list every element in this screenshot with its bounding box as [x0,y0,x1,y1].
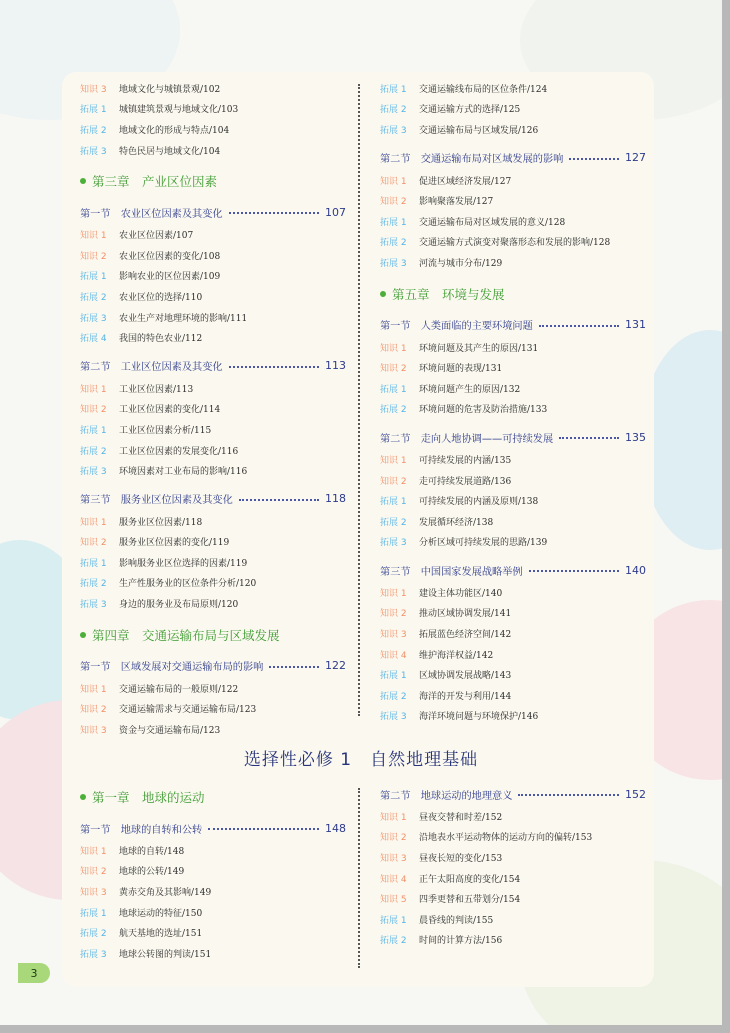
knowledge-tag: 知识 3 [380,630,407,641]
entry-title: 地球的公转/149 [119,867,185,878]
dot-leader [229,212,319,214]
extension-tag: 拓展 3 [380,258,407,269]
knowledge-tag: 知识 1 [380,176,407,187]
toc-entry[interactable] [80,245,346,266]
extension-tag: 拓展 1 [380,915,407,926]
extension-tag: 拓展 1 [380,384,407,395]
knowledge-tag: 知识 2 [380,364,407,375]
knowledge-tag: 知识 2 [380,476,407,487]
dot-leader [208,828,319,830]
section-title: 第二节 工业区位因素及其变化 [80,362,223,374]
entry-title: 交通运输布局的一般原则/122 [119,684,239,695]
entry-title: 环境问题产生的原因/132 [419,384,521,395]
entry-title: 工业区位因素分析/115 [119,425,212,436]
knowledge-tag: 知识 3 [380,853,407,864]
extension-tag: 拓展 4 [80,334,107,345]
toc-entry[interactable] [380,847,646,868]
toc-entry[interactable] [80,840,346,861]
extension-tag: 拓展 3 [380,125,407,136]
toc-entry[interactable] [80,943,346,964]
section-page: 148 [325,821,346,835]
knowledge-tag: 知识 2 [380,833,407,844]
knowledge-tag: 知识 2 [80,538,107,549]
toc-entry[interactable] [380,909,646,930]
entry-title: 地球的自转/148 [119,846,185,857]
chapter-heading[interactable] [80,168,346,194]
section-heading[interactable] [380,425,646,449]
knowledge-tag: 知识 1 [80,684,107,695]
toc-entry[interactable] [80,119,346,140]
chapter-title: 第五章 环境与发展 [392,286,505,302]
entry-title: 地球公转图的判读/151 [119,949,212,960]
knowledge-tag: 知识 2 [80,251,107,262]
entry-title: 交通运输方式的选择/125 [419,105,521,116]
entry-title: 拓展蓝色经济空间/142 [419,630,512,641]
section-title: 第二节 地球运动的地理意义 [380,790,513,802]
extension-tag: 拓展 2 [380,936,407,947]
toc-entry[interactable] [80,78,346,99]
knowledge-tag: 知识 2 [380,197,407,208]
toc-entry[interactable] [80,266,346,287]
entry-title: 影响农业的区位因素/109 [119,272,221,283]
entry-title: 农业区位因素的变化/108 [119,251,221,262]
entry-title: 可持续发展的内涵/135 [419,455,512,466]
entry-title: 交通运输方式演变对聚落形态和发展的影响/128 [419,238,611,249]
toc-entry[interactable] [80,552,346,573]
section-title: 第二节 走向人地协调——可持续发展 [380,433,554,445]
toc-entry[interactable] [380,868,646,889]
knowledge-tag: 知识 1 [80,846,107,857]
entry-title: 沿地表水平运动物体的运动方向的偏转/153 [419,833,593,844]
column-divider-lower [358,788,360,968]
dot-leader [559,437,619,439]
knowledge-tag: 知识 2 [80,405,107,416]
toc-column-lower-left [80,784,346,964]
knowledge-tag: 知识 1 [80,517,107,528]
dot-leader [569,158,619,160]
section-page: 127 [625,151,646,165]
toc-entry[interactable] [80,327,346,348]
section-title: 第三节 中国国家发展战略举例 [380,566,523,578]
toc-entry[interactable] [380,170,646,191]
entry-title: 河流与城市分布/129 [419,258,503,269]
extension-tag: 拓展 1 [80,272,107,283]
chapter-heading[interactable] [380,281,646,307]
toc-entry[interactable] [80,861,346,882]
toc-entry[interactable] [380,827,646,848]
toc-entry[interactable] [80,140,346,161]
entry-title: 昼夜长短的变化/153 [419,853,503,864]
extension-tag: 拓展 3 [80,467,107,478]
extension-tag: 拓展 3 [80,949,107,960]
entry-title: 海洋环境问题与环境保护/146 [419,712,539,723]
toc-column-lower-right [380,782,646,950]
toc-entry[interactable] [380,211,646,232]
dot-leader [239,499,319,501]
dot-leader [229,366,319,368]
extension-tag: 拓展 1 [380,217,407,228]
toc-entry[interactable] [380,685,646,706]
toc-entry[interactable] [380,232,646,253]
knowledge-tag: 知识 2 [80,867,107,878]
entry-title: 发展循环经济/138 [419,517,494,528]
knowledge-tag: 知识 3 [80,84,107,95]
toc-entry[interactable] [380,706,646,727]
knowledge-tag: 知识 4 [380,650,407,661]
extension-tag: 拓展 2 [380,105,407,116]
toc-entry[interactable] [80,286,346,307]
toc-entry[interactable] [380,78,646,99]
entry-title: 城镇建筑景观与地域文化/103 [119,105,239,116]
section-page: 122 [325,659,346,673]
entry-title: 服务业区位因素的变化/119 [119,538,230,549]
entry-title: 交通运输线布局的区位条件/124 [419,84,548,95]
toc-entry[interactable] [80,532,346,553]
dot-leader [518,794,619,796]
extension-tag: 拓展 1 [80,558,107,569]
toc-entry[interactable] [80,378,346,399]
entry-title: 身边的服务业及布局原则/120 [119,600,239,611]
book-title: 选择性必修 1 自然地理基础 [243,750,479,770]
section-title: 第一节 农业区位因素及其变化 [80,208,223,220]
toc-entry[interactable] [380,930,646,951]
knowledge-tag: 知识 1 [380,455,407,466]
toc-entry[interactable] [380,190,646,211]
toc-column-upper-right [380,78,646,726]
entry-title: 工业区位因素的变化/114 [119,405,221,416]
toc-entry[interactable] [80,698,346,719]
entry-title: 走可持续发展道路/136 [419,476,512,487]
entry-title: 农业生产对地理环境的影响/111 [119,313,248,324]
toc-entry[interactable] [380,337,646,358]
extension-tag: 拓展 2 [380,517,407,528]
dot-leader [269,666,319,668]
extension-tag: 拓展 1 [380,671,407,682]
toc-entry[interactable] [80,573,346,594]
entry-title: 时间的计算方法/156 [419,936,503,947]
toc-entry[interactable] [380,449,646,470]
section-page: 152 [625,787,646,801]
column-divider-upper [358,84,360,716]
toc-entry[interactable] [380,806,646,827]
entry-title: 地球运动的特征/150 [119,908,203,919]
extension-tag: 拓展 2 [80,929,107,940]
toc-entry[interactable] [380,888,646,909]
entry-title: 工业区位因素的发展变化/116 [119,446,239,457]
chapter-title: 第一章 地球的运动 [92,790,205,805]
knowledge-tag: 知识 1 [380,343,407,354]
bullet-dot-icon [380,291,386,297]
section-title: 第一节 人类面临的主要环境问题 [380,321,533,333]
extension-tag: 拓展 3 [80,600,107,611]
knowledge-tag: 知识 1 [80,384,107,395]
knowledge-tag: 知识 1 [380,588,407,599]
toc-entry[interactable] [380,470,646,491]
toc-entry[interactable] [380,357,646,378]
toc-entry[interactable] [80,902,346,923]
toc-entry[interactable] [380,119,646,140]
chapter-heading[interactable] [80,784,346,810]
toc-entry[interactable] [80,307,346,328]
toc-entry[interactable] [80,922,346,943]
entry-title: 昼夜交替和时差/152 [419,812,503,823]
toc-entry[interactable] [380,582,646,603]
section-heading[interactable] [80,487,346,511]
section-heading[interactable] [380,313,646,337]
toc-entry[interactable] [380,644,646,665]
knowledge-tag: 知识 5 [380,895,407,906]
entry-title: 海洋的开发与利用/144 [419,691,512,702]
section-heading[interactable] [380,558,646,582]
entry-title: 我国的特色农业/112 [119,334,203,345]
extension-tag: 拓展 1 [380,497,407,508]
toc-entry[interactable] [380,623,646,644]
entry-title: 可持续发展的内涵及原则/138 [419,497,539,508]
section-heading[interactable] [80,654,346,678]
extension-tag: 拓展 2 [380,691,407,702]
entry-title: 环境问题的危害及防治措施/133 [419,405,548,416]
extension-tag: 拓展 1 [380,84,407,95]
entry-title: 正午太阳高度的变化/154 [419,874,521,885]
entry-title: 四季更替和五带划分/154 [419,895,521,906]
toc-entry[interactable] [380,99,646,120]
toc-entry[interactable] [380,490,646,511]
toc-entry[interactable] [380,603,646,624]
entry-title: 资金与交通运输布局/123 [119,725,221,736]
extension-tag: 拓展 2 [80,292,107,303]
entry-title: 工业区位因素/113 [119,384,194,395]
entry-title: 交通运输布局与区域发展/126 [419,125,539,136]
knowledge-tag: 知识 1 [380,812,407,823]
toc-entry[interactable] [80,99,346,120]
section-page: 118 [325,492,346,506]
toc-entry[interactable] [380,252,646,273]
section-title: 第二节 交通运输布局对区域发展的影响 [380,154,564,166]
toc-entry[interactable] [80,460,346,481]
extension-tag: 拓展 3 [80,313,107,324]
toc-entry[interactable] [80,440,346,461]
section-heading[interactable] [380,146,646,170]
section-title: 第一节 地球的自转和公转 [80,824,203,836]
section-page: 131 [625,318,646,332]
section-page: 107 [325,205,346,219]
toc-entry[interactable] [380,664,646,685]
entry-title: 维护海洋权益/142 [419,650,494,661]
chapter-title: 第四章 交通运输布局与区域发展 [92,627,280,643]
section-heading[interactable] [80,354,346,378]
entry-title: 建设主体功能区/140 [419,588,503,599]
toc-column-upper-left [80,78,346,740]
extension-tag: 拓展 3 [380,712,407,723]
entry-title: 农业区位的选择/110 [119,292,203,303]
section-heading[interactable] [380,782,646,806]
toc-entry[interactable] [380,399,646,420]
bullet-dot-icon [80,178,86,184]
chapter-title: 第三章 产业区位因素 [92,174,218,190]
extension-tag: 拓展 1 [80,908,107,919]
bullet-dot-icon [80,632,86,638]
toc-entry[interactable] [80,224,346,245]
knowledge-tag: 知识 3 [80,725,107,736]
extension-tag: 拓展 1 [80,105,107,116]
entry-title: 推动区域协调发展/141 [419,609,512,620]
toc-entry[interactable] [380,511,646,532]
entry-title: 分析区域可持续发展的思路/139 [419,538,548,549]
section-heading[interactable] [80,200,346,224]
toc-entry[interactable] [80,678,346,699]
entry-title: 服务业区位因素/118 [119,517,203,528]
extension-tag: 拓展 2 [380,405,407,416]
section-page: 140 [625,563,646,577]
extension-tag: 拓展 3 [80,146,107,157]
entry-title: 地域文化的形成与特点/104 [119,125,230,136]
entry-title: 生产性服务业的区位条件分析/120 [119,579,257,590]
chapter-heading[interactable] [80,622,346,648]
toc-entry[interactable] [80,511,346,532]
dot-leader [539,325,619,327]
bullet-dot-icon [80,794,86,800]
knowledge-tag: 知识 4 [380,874,407,885]
section-page: 135 [625,430,646,444]
toc-entry[interactable] [80,719,346,740]
toc-entry[interactable] [380,532,646,553]
dot-leader [529,570,619,572]
knowledge-tag: 知识 3 [80,887,107,898]
entry-title: 特色民居与地域文化/104 [119,146,221,157]
section-title: 第一节 区域发展对交通运输布局的影响 [80,662,264,674]
entry-title: 区域协调发展战略/143 [419,671,512,682]
toc-entry[interactable] [80,593,346,614]
toc-entry[interactable] [80,881,346,902]
entry-title: 农业区位因素/107 [119,231,194,242]
knowledge-tag: 知识 1 [80,231,107,242]
knowledge-tag: 知识 2 [380,609,407,620]
entry-title: 促进区域经济发展/127 [419,176,512,187]
entry-title: 影响服务业区位选择的因素/119 [119,558,248,569]
extension-tag: 拓展 2 [80,579,107,590]
toc-entry[interactable] [80,399,346,420]
section-title: 第三节 服务业区位因素及其变化 [80,495,233,507]
section-heading[interactable] [80,816,346,840]
extension-tag: 拓展 2 [380,238,407,249]
toc-entry[interactable] [380,378,646,399]
extension-tag: 拓展 2 [80,446,107,457]
extension-tag: 拓展 3 [380,538,407,549]
entry-title: 影响聚落发展/127 [419,197,494,208]
knowledge-tag: 知识 2 [80,705,107,716]
entry-title: 航天基地的选址/151 [119,929,203,940]
extension-tag: 拓展 2 [80,125,107,136]
entry-title: 环境因素对工业布局的影响/116 [119,467,248,478]
section-page: 113 [325,359,346,373]
entry-title: 交通运输需求与交通运输布局/123 [119,705,257,716]
toc-entry[interactable] [80,419,346,440]
entry-title: 环境问题的表现/131 [419,364,503,375]
page-number: 3 [18,963,50,983]
entry-title: 黄赤交角及其影响/149 [119,887,212,898]
entry-title: 地域文化与城镇景观/102 [119,84,221,95]
extension-tag: 拓展 1 [80,425,107,436]
entry-title: 晨昏线的判读/155 [419,915,494,926]
entry-title: 环境问题及其产生的原因/131 [419,343,539,354]
entry-title: 交通运输布局对区域发展的意义/128 [419,217,566,228]
